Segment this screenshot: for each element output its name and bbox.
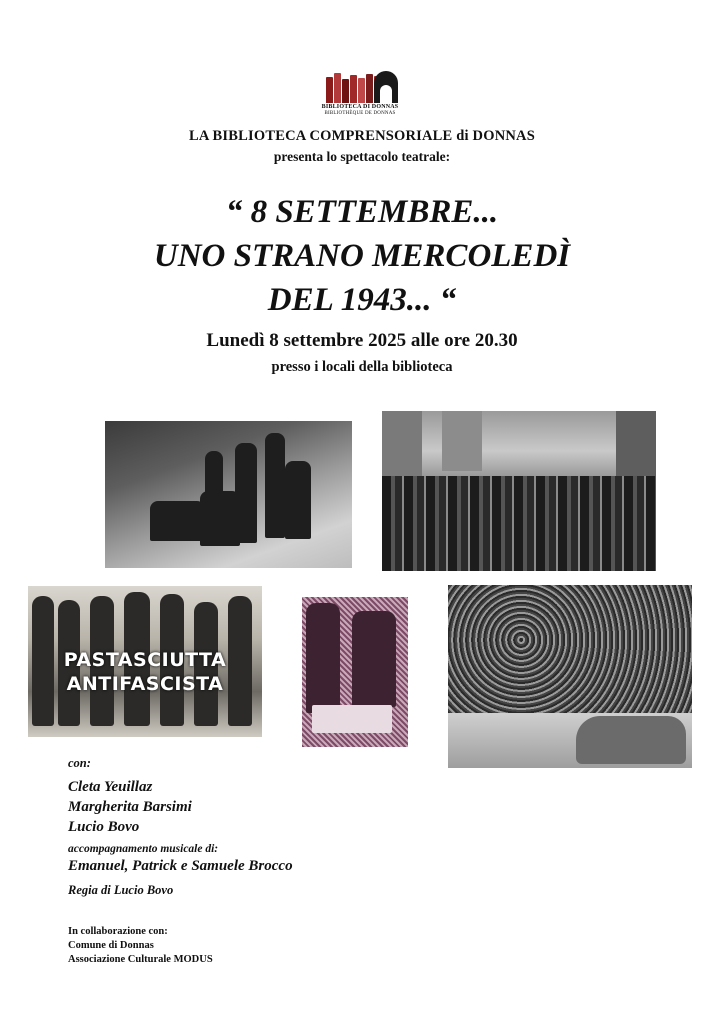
logo-book [342, 79, 349, 103]
logo-text-line1: BIBLIOTECA DI DONNAS [321, 104, 399, 110]
cast-member: Cleta Yeuillaz [68, 779, 153, 795]
collaboration-block [68, 925, 213, 967]
direction-credit: Regia di Lucio Bovo [68, 883, 174, 897]
photo3-caption-line2: ANTIFASCISTA [66, 673, 224, 695]
show-title-line1: “ 8 SETTEMBRE... [225, 194, 499, 230]
logo-text-line2: BIBLIOTHÈQUE DE DONNAS [324, 111, 396, 116]
show-title-line2: UNO STRANO MERCOLEDÌ [153, 238, 571, 274]
photo3-caption [28, 648, 262, 696]
event-location: presso i locali della biblioteca [271, 359, 453, 375]
photo-piazza-crowd [448, 585, 692, 768]
logo-arch-icon [374, 71, 398, 103]
photo-crowd-street [382, 411, 656, 571]
logo-book [334, 73, 341, 103]
photo-partisans [105, 421, 352, 568]
show-title [0, 190, 724, 322]
cast-label: con: [68, 756, 91, 770]
library-books-icon [326, 73, 380, 103]
presents-line: presenta lo spettacolo teatrale: [273, 149, 451, 164]
organization-name: LA BIBLIOTECA COMPRENSORIALE di DONNAS [188, 128, 535, 144]
cast-member: Lucio Bovo [68, 819, 140, 835]
music-label: accompagnamento musicale di: [68, 843, 219, 855]
library-logo [318, 71, 402, 119]
event-date-time: Lunedì 8 settembre 2025 alle ore 20.30 [206, 330, 518, 351]
photo-pastasciutta [28, 586, 262, 737]
cast-member: Margherita Barsimi [68, 799, 192, 815]
logo-book [350, 75, 357, 103]
collaboration-partner: Comune di Donnas [68, 940, 154, 951]
logo-book [326, 77, 333, 103]
logo-book [366, 74, 373, 103]
collaboration-partner: Associazione Culturale MODUS [68, 954, 213, 965]
photo3-caption-line1: PASTASCIUTTA [63, 649, 227, 671]
show-title-line3: DEL 1943... “ [267, 282, 457, 318]
collaboration-label: In collaborazione con: [68, 926, 168, 937]
logo-book [358, 78, 365, 103]
photo-signing [302, 597, 408, 747]
musicians: Emanuel, Patrick e Samuele Brocco [68, 858, 293, 874]
